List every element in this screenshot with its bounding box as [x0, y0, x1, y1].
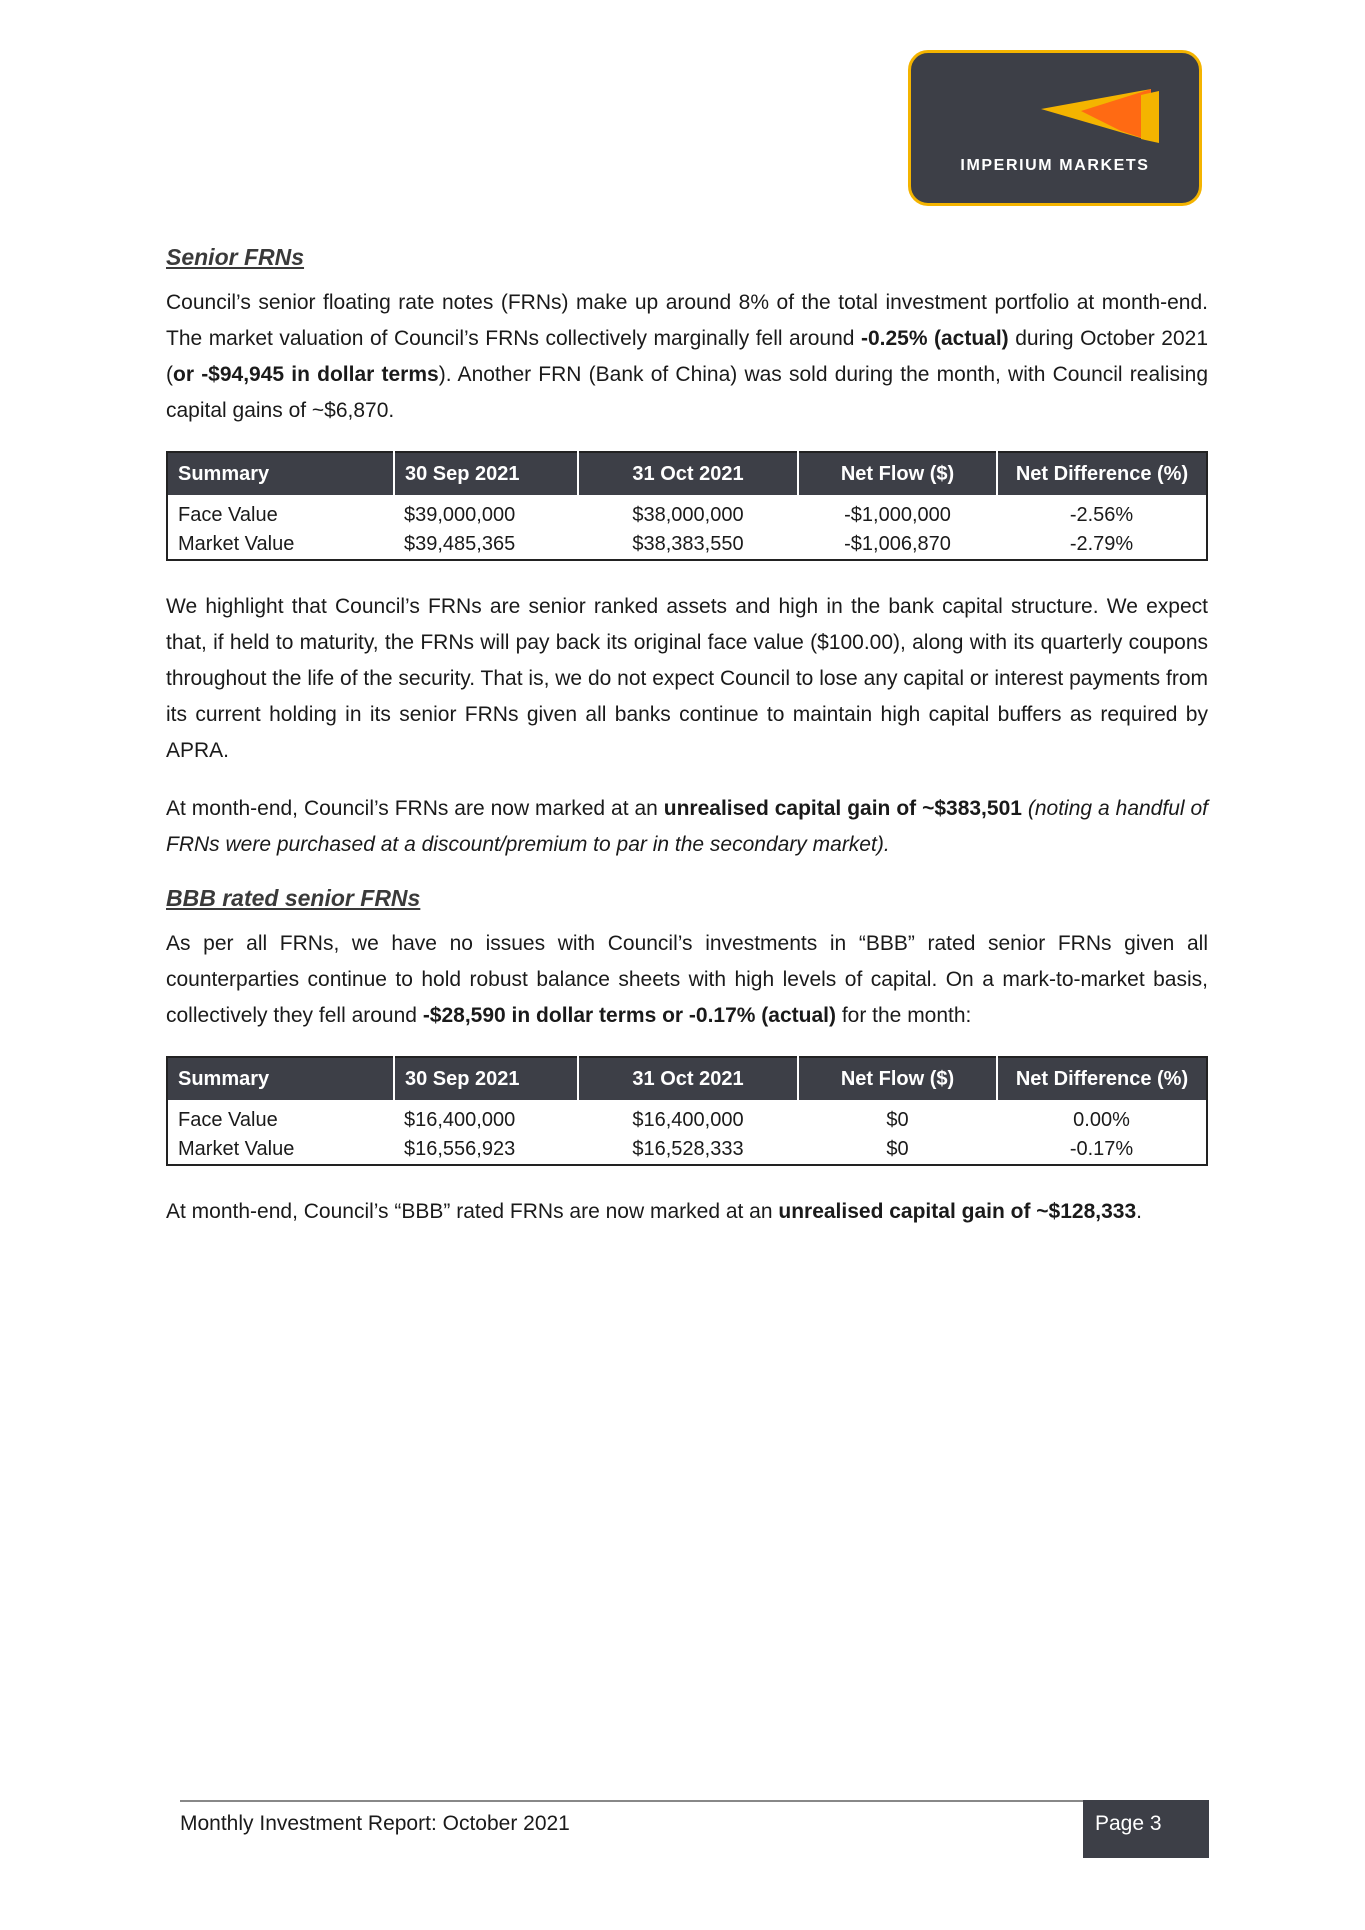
col-net-flow: Net Flow ($) [798, 452, 997, 495]
col-30-sep: 30 Sep 2021 [394, 452, 578, 495]
table-cell: $16,528,333 [632, 1138, 744, 1160]
col-summary: Summary [167, 452, 394, 495]
table-cell: -$1,000,000 [844, 504, 951, 526]
table-row [167, 495, 1207, 530]
bbb-frns-summary-table [166, 1056, 1208, 1166]
senior-frns-month-end: At month-end, Council’s FRNs are now marked at an unrealised capital gain of ~$383,501 (noting a handful of FRNs were purchased at a discount/premium to par in the secondary market). [166, 797, 1208, 856]
table-header-row [167, 452, 1207, 495]
table-cell: Market Value [178, 1138, 295, 1160]
table-row [167, 1100, 1207, 1135]
senior-frns-intro: Council’s senior floating rate notes (FRNs) make up around 8% of the total investment portfolio at month-end. The market valuation of Council’s FRNs collectively marginally fell around -0.25% (actual) during October 2021 (or -$94,945 in dollar terms). Another FRN (Bank of China) was sold during the month, with Council realising capital gains of ~$6,870. [166, 291, 1208, 422]
senior-frns-heading: Senior FRNs [166, 244, 305, 270]
table-cell: Face Value [178, 1109, 278, 1131]
table-cell: $39,000,000 [404, 504, 516, 526]
senior-frns-summary-table [166, 451, 1208, 561]
imperium-markets-logo [908, 50, 1202, 206]
table-cell: $16,556,923 [404, 1138, 516, 1160]
col-net-flow: Net Flow ($) [798, 1057, 997, 1100]
table-row [167, 530, 1207, 560]
col-summary: Summary [167, 1057, 394, 1100]
table-cell: -$1,006,870 [844, 533, 951, 555]
bbb-frns-intro: As per all FRNs, we have no issues with Council’s investments in “BBB” rated senior FRNs given all counterparties continue to hold robust balance sheets with high levels of capital. On a mark-to-market basis, collectively they fell around -$28,590 in dollar terms or -0.17% (actual) for the month: [166, 932, 1208, 1027]
table-cell: $0 [886, 1138, 909, 1160]
bbb-frns-month-end: At month-end, Council’s “BBB” rated FRNs are now marked at an unrealised capital gain of ~$128,333. [166, 1200, 1142, 1223]
table-cell: -2.79% [1069, 533, 1134, 555]
page-number: Page 3 [1083, 1800, 1209, 1858]
logo-arrow-icon [1041, 81, 1161, 151]
table-header-row [167, 1057, 1207, 1100]
table-cell: 0.00% [1073, 1109, 1130, 1131]
table-cell: -0.17% [1069, 1138, 1134, 1160]
table-cell: $38,000,000 [632, 504, 744, 526]
col-31-oct: 31 Oct 2021 [578, 452, 798, 495]
senior-frns-highlight: We highlight that Council’s FRNs are senior ranked assets and high in the bank capital structure. We expect that, if held to maturity, the FRNs will pay back its original face value ($100.00), along with its quarterly coupons throughout the life of the security. That is, we do not expect Council to lose any capital or interest payments from its current holding in its senior FRNs given all banks continue to maintain high capital buffers as required by APRA. [166, 595, 1208, 762]
table-cell: -2.56% [1069, 504, 1134, 526]
col-31-oct: 31 Oct 2021 [578, 1057, 798, 1100]
col-net-difference: Net Difference (%) [997, 452, 1207, 495]
footer-divider [180, 1800, 1085, 1802]
footer-title: Monthly Investment Report: October 2021 [180, 1812, 570, 1835]
report-content [166, 244, 1208, 1252]
logo-text: IMPERIUM MARKETS [960, 157, 1150, 174]
table-cell: Face Value [178, 504, 278, 526]
table-row [167, 1135, 1207, 1165]
bbb-frns-heading: BBB rated senior FRNs [166, 885, 421, 911]
table-cell: $16,400,000 [632, 1109, 744, 1131]
col-30-sep: 30 Sep 2021 [394, 1057, 578, 1100]
table-cell: Market Value [178, 533, 295, 555]
col-net-difference: Net Difference (%) [997, 1057, 1207, 1100]
table-cell: $38,383,550 [632, 533, 744, 555]
table-cell: $16,400,000 [404, 1109, 516, 1131]
table-cell: $39,485,365 [404, 533, 516, 555]
table-cell: $0 [886, 1109, 909, 1131]
